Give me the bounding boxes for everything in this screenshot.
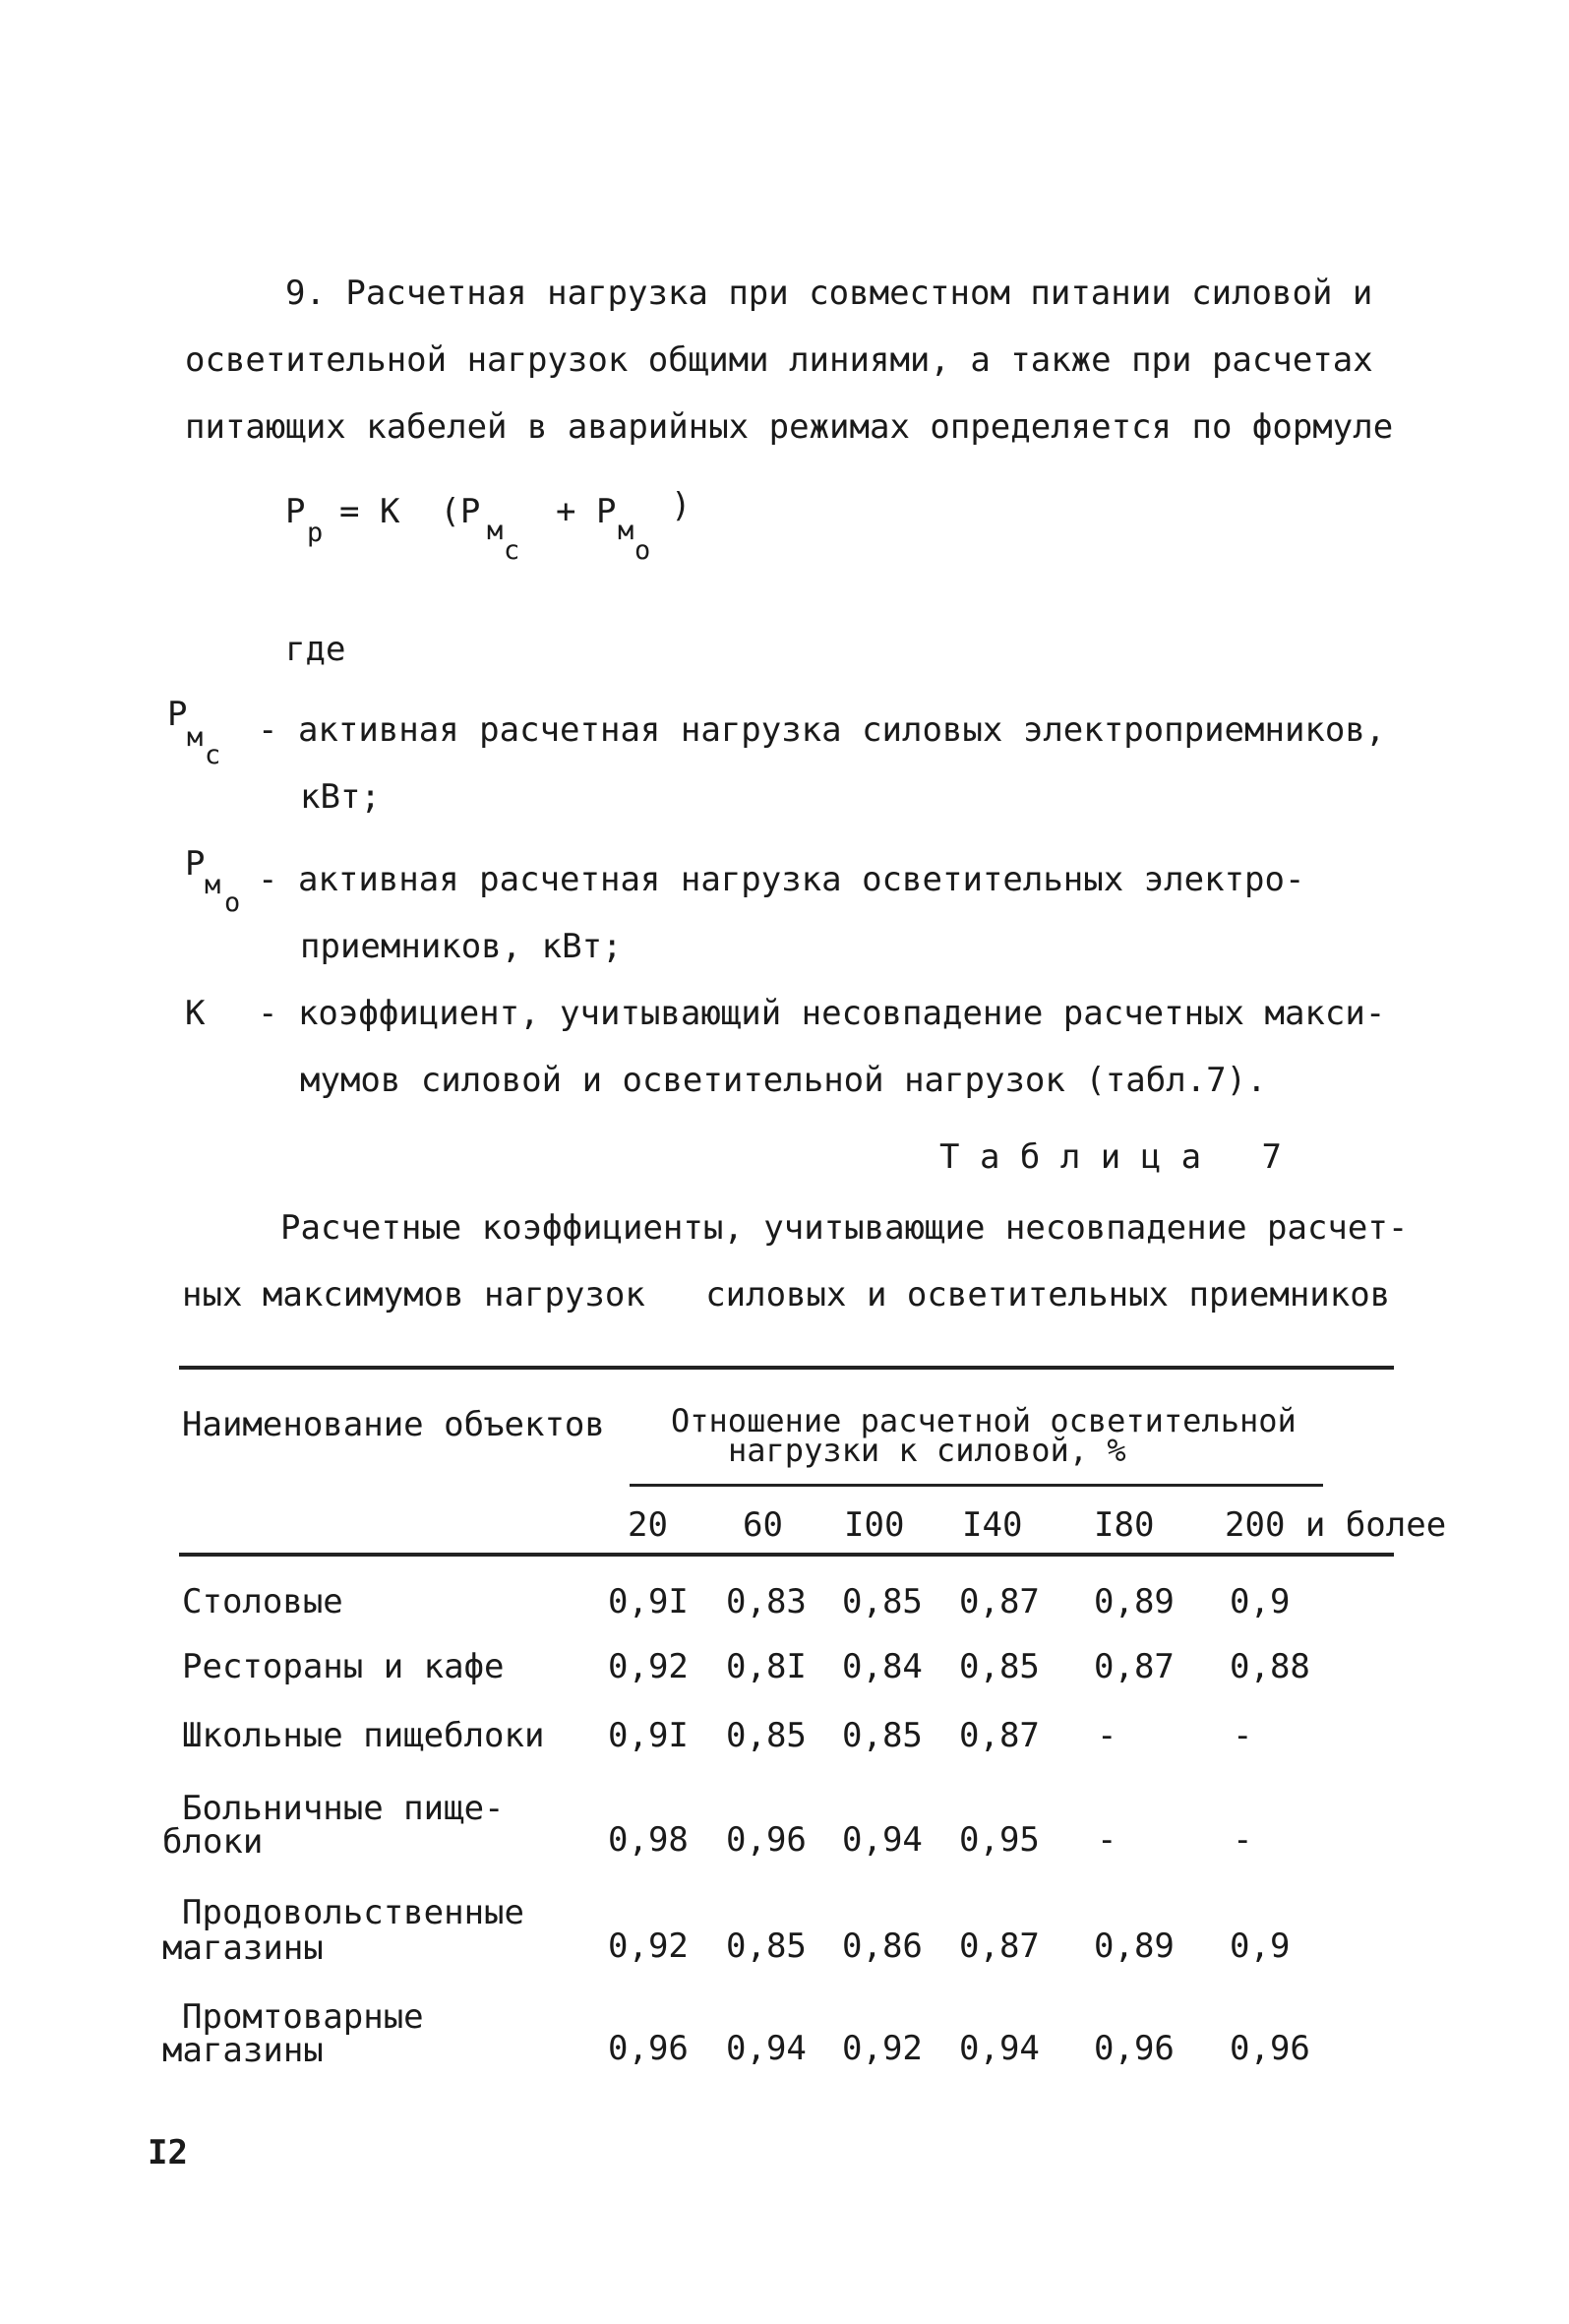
- table-cell: 0,83: [726, 1582, 807, 1621]
- table-cell: 0,85: [726, 1926, 807, 1966]
- definition-symbol-m: м: [187, 722, 204, 753]
- table-header-bottom-rule: [179, 1553, 1394, 1557]
- table-cell: 0,92: [608, 1926, 689, 1966]
- table-cell: 0,96: [1230, 2029, 1310, 2068]
- definition-text-line: - активная расчетная нагрузка осветительных электро-: [258, 860, 1305, 899]
- formula-m-subscript-2: м: [618, 516, 634, 546]
- table-cell: 0,87: [959, 1926, 1040, 1966]
- paragraph-line-3: питающих кабелей в аварийных режимах определяется по формуле: [185, 407, 1394, 447]
- where-label: где: [285, 630, 346, 669]
- formula-o-subscript: o: [634, 535, 651, 566]
- column-header: 200 и более: [1225, 1505, 1447, 1545]
- table-cell: 0,9I: [608, 1716, 689, 1755]
- table-cell: 0,9I: [608, 1582, 689, 1621]
- table-cell: 0,96: [1094, 2029, 1175, 2068]
- table-cell: -: [1233, 1716, 1253, 1755]
- row-name-line: Больничные пище-: [182, 1789, 505, 1828]
- table-cell: 0,96: [608, 2029, 689, 2068]
- definition-symbol: P: [185, 844, 206, 884]
- table-cell: 0,87: [959, 1582, 1040, 1621]
- table-caption-line-1: Расчетные коэффициенты, учитывающие несовпадение расчет-: [280, 1208, 1409, 1248]
- table-cell: 0,94: [959, 2029, 1040, 2068]
- definition-symbol: P: [167, 695, 188, 734]
- paragraph-line-2: осветительной нагрузок общими линиями, а также при расчетах: [185, 340, 1373, 380]
- table-cell: 0,89: [1094, 1582, 1175, 1621]
- table-header-left: Наименование объектов: [182, 1405, 605, 1444]
- row-name-line: магазины: [162, 2031, 324, 2070]
- paragraph-line-1: 9. Расчетная нагрузка при совместном питании силовой и: [285, 274, 1373, 313]
- definition-text-line: - активная расчетная нагрузка силовых электроприемников,: [258, 710, 1386, 750]
- definition-text-line: приемников, кВт;: [300, 927, 623, 966]
- table-cell: 0,98: [608, 1820, 689, 1860]
- table-cell: 0,86: [842, 1926, 923, 1966]
- column-header: I80: [1094, 1505, 1155, 1545]
- table-cell: 0,92: [608, 1647, 689, 1686]
- definition-symbol: K: [185, 994, 206, 1033]
- page-number: I2: [148, 2133, 188, 2172]
- table-cell: 0,9: [1230, 1582, 1291, 1621]
- table-top-rule: [179, 1366, 1394, 1370]
- definition-text-line: мумов силовой и осветительной нагрузок (табл.7).: [300, 1061, 1267, 1100]
- table-cell: 0,96: [726, 1820, 807, 1860]
- row-name-line: блоки: [162, 1822, 264, 1862]
- formula-m-subscript-1: м: [487, 516, 504, 546]
- table-cell: 0,85: [959, 1647, 1040, 1686]
- table-cell: 0,87: [1094, 1647, 1175, 1686]
- table-cell: 0,94: [726, 2029, 807, 2068]
- definition-text-line: кВт;: [300, 777, 381, 817]
- table-cell: 0,9: [1230, 1926, 1291, 1966]
- row-name-line: Школьные пищеблоки: [182, 1716, 545, 1755]
- table-cell: 0,8I: [726, 1647, 807, 1686]
- formula-close-paren: ): [671, 486, 692, 525]
- row-name-line: Рестораны и кафе: [182, 1647, 505, 1686]
- definition-symbol-m: м: [205, 870, 221, 900]
- table-group-rule: [630, 1484, 1323, 1487]
- table-cell: -: [1097, 1820, 1117, 1860]
- table-cell: 0,92: [842, 2029, 923, 2068]
- formula-lhs: P: [285, 492, 306, 531]
- table-label: Т а б л и ц а 7: [939, 1137, 1282, 1177]
- formula-middle: = K (P: [339, 492, 481, 531]
- table-cell: 0,85: [842, 1582, 923, 1621]
- definition-symbol-sub: о: [224, 887, 241, 918]
- table-cell: 0,85: [842, 1716, 923, 1755]
- table-cell: -: [1097, 1716, 1117, 1755]
- row-name-line: магазины: [162, 1928, 324, 1968]
- column-header: I00: [844, 1505, 905, 1545]
- table-cell: 0,88: [1230, 1647, 1310, 1686]
- table-cell: -: [1233, 1820, 1253, 1860]
- formula-c-subscript: c: [504, 535, 520, 566]
- definition-text-line: - коэффициент, учитывающий несовпадение расчетных макси-: [258, 994, 1386, 1033]
- table-cell: 0,94: [842, 1820, 923, 1860]
- table-cell: 0,89: [1094, 1926, 1175, 1966]
- column-header: 20: [628, 1505, 668, 1545]
- row-name-line: Продовольственные: [182, 1893, 524, 1932]
- formula-plus: + P: [556, 492, 617, 531]
- table-header-group-line-2: нагрузки к силовой, %: [728, 1432, 1126, 1469]
- column-header: I40: [962, 1505, 1023, 1545]
- table-header-group-line-1: Отношение расчетной осветительной: [671, 1402, 1297, 1439]
- table-cell: 0,84: [842, 1647, 923, 1686]
- column-header: 60: [743, 1505, 783, 1545]
- table-cell: 0,95: [959, 1820, 1040, 1860]
- table-cell: 0,87: [959, 1716, 1040, 1755]
- table-caption-line-2: ных максимумов нагрузок силовых и осветительных приемников: [182, 1275, 1391, 1315]
- formula-lhs-subscript: p: [307, 518, 324, 548]
- row-name-line: Промтоварные: [182, 1997, 424, 2037]
- definition-symbol-sub: c: [205, 740, 221, 770]
- table-cell: 0,85: [726, 1716, 807, 1755]
- row-name-line: Столовые: [182, 1582, 343, 1621]
